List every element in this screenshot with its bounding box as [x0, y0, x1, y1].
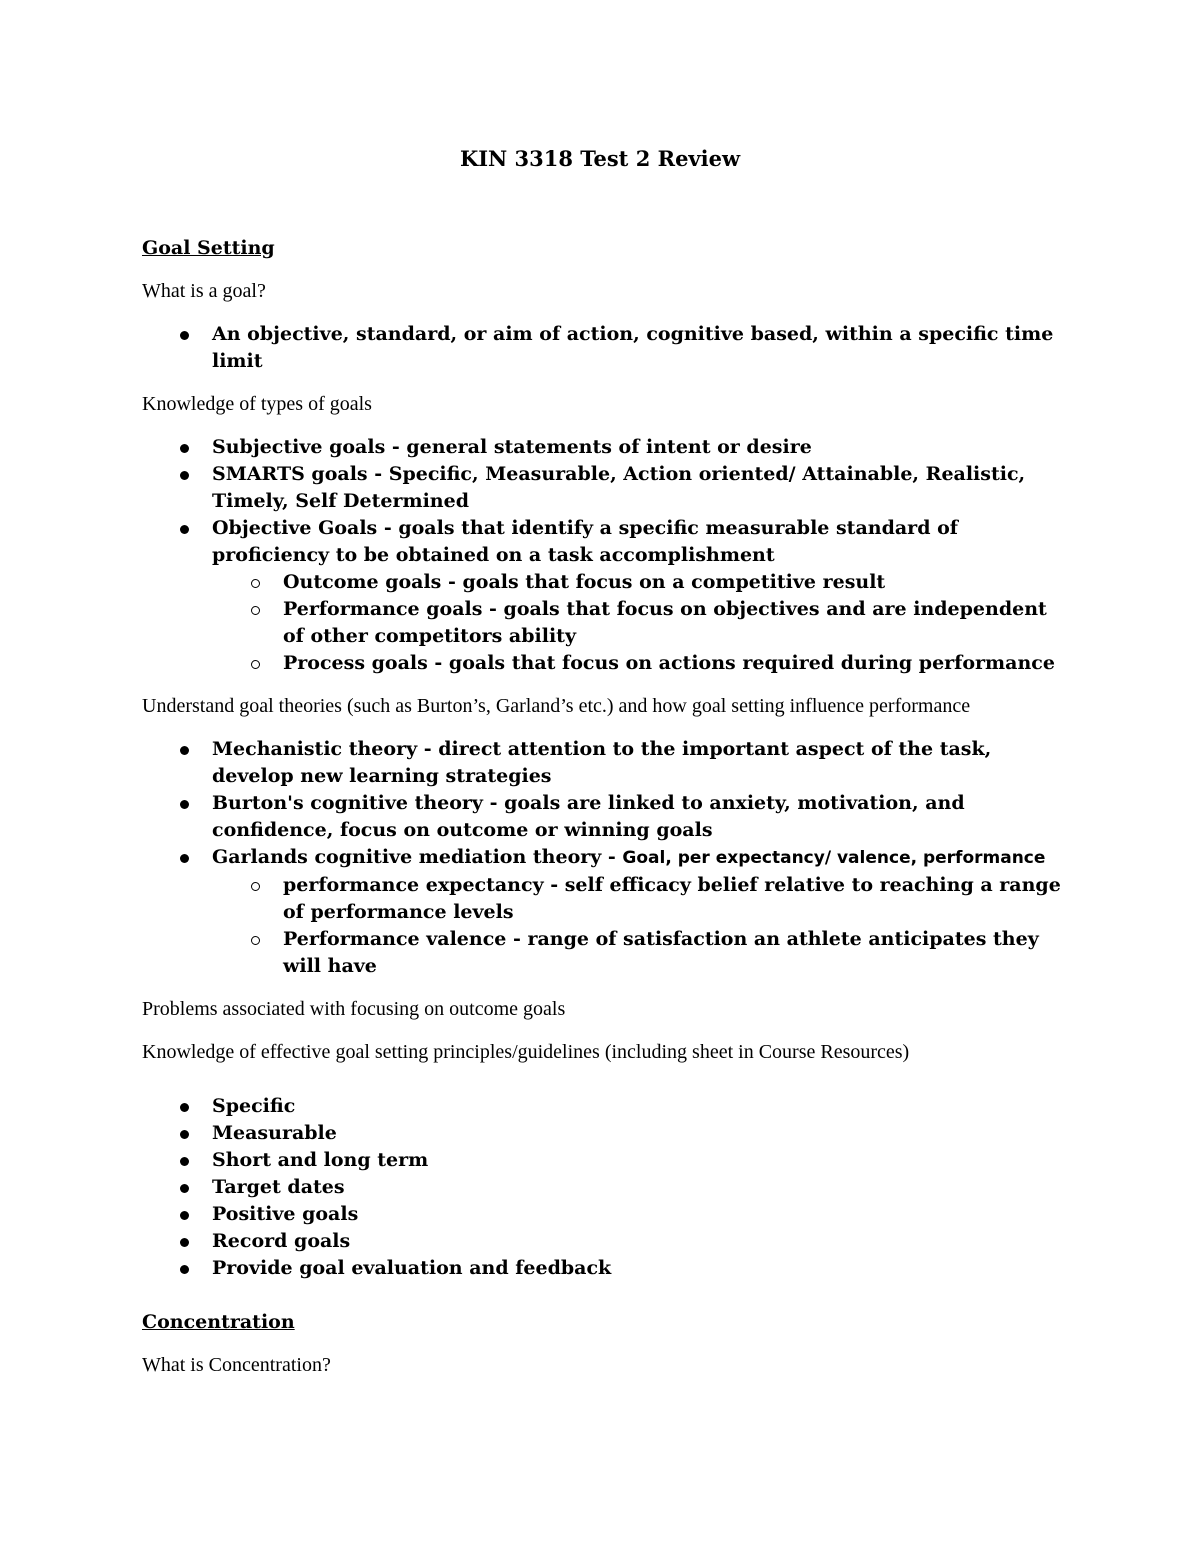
circle-bullet-icon — [251, 936, 260, 945]
bullet-icon — [180, 746, 189, 755]
list-item: Specific — [142, 1093, 1062, 1120]
bullet-icon — [180, 1184, 189, 1193]
list-item: An objective, standard, or aim of action, cognitive based, within a specific time limit — [142, 321, 1062, 375]
goal-types-list — [142, 434, 1062, 677]
sub-list-item: Process goals - goals that focus on actions required during performance — [142, 650, 1062, 677]
question-goal-theories: Understand goal theories (such as Burton’s, Garland’s etc.) and how goal setting influence performance — [142, 695, 971, 717]
spacer — [142, 173, 1062, 235]
list-item: Measurable — [142, 1120, 1062, 1147]
bullet-icon — [180, 1211, 189, 1220]
sub-list-item: Performance valence - range of satisfaction an athlete anticipates they will have — [142, 926, 1062, 980]
list-item: Short and long term — [142, 1147, 1062, 1174]
bullet-icon — [180, 1157, 189, 1166]
question-principles: Knowledge of effective goal setting principles/guidelines (including sheet in Course Resources) — [142, 1041, 910, 1063]
circle-bullet-icon — [251, 882, 260, 891]
list-item: Mechanistic theory - direct attention to the important aspect of the task, develop new learning strategies — [142, 736, 1062, 790]
bullet-icon — [180, 525, 189, 534]
section-heading-goal-setting: Goal Setting — [142, 237, 275, 259]
bullet-icon — [180, 800, 189, 809]
objective-goals-sublist — [212, 569, 1062, 677]
question-types-of-goals: Knowledge of types of goals — [142, 393, 372, 415]
sub-list-item: Performance goals - goals that focus on objectives and are independent of other competitors ability — [142, 596, 1062, 650]
circle-bullet-icon — [251, 660, 260, 669]
bullet-icon — [180, 1130, 189, 1139]
question-outcome-problems: Problems associated with focusing on outcome goals — [142, 998, 566, 1020]
goal-definition-list — [142, 321, 1062, 375]
list-item — [142, 844, 1062, 980]
page-title: KIN 3318 Test 2 Review — [459, 146, 741, 171]
question-what-is-concentration: What is Concentration? — [142, 1354, 331, 1376]
sub-list-item: performance expectancy - self efficacy belief relative to reaching a range of performance levels — [142, 872, 1062, 926]
question-what-is-goal: What is a goal? — [142, 280, 266, 302]
list-item: SMARTS goals - Specific, Measurable, Action oriented/ Attainable, Realistic, Timely, Self Determined — [142, 461, 1062, 515]
garland-sublist — [212, 872, 1062, 980]
document-body — [142, 145, 1062, 1379]
sub-list-item: Outcome goals - goals that focus on a competitive result — [142, 569, 1062, 596]
bullet-icon — [180, 854, 189, 863]
list-item: Target dates — [142, 1174, 1062, 1201]
list-item: Record goals — [142, 1228, 1062, 1255]
list-item: Subjective goals - general statements of intent or desire — [142, 434, 1062, 461]
section-heading-concentration: Concentration — [142, 1311, 295, 1333]
list-item: Provide goal evaluation and feedback — [142, 1255, 1062, 1282]
list-item: Positive goals — [142, 1201, 1062, 1228]
list-item: Objective Goals - goals that identify a specific measurable standard of proficiency to be obtained on a task accomplishment Outcome goals - goals that focus on a competitive result Performance goals - goals that focus on objectives and are independent of other competitors ability Process goals - goals that focus on actions required during performance — [142, 515, 1062, 677]
bullet-icon — [180, 1103, 189, 1112]
goal-theories-list — [142, 736, 1062, 980]
circle-bullet-icon — [251, 579, 260, 588]
bullet-icon — [180, 331, 189, 340]
bullet-icon — [180, 471, 189, 480]
bullet-icon — [180, 1238, 189, 1247]
bullet-icon — [180, 444, 189, 453]
garland-theory-components: Goal, per expectancy/ valence, performance — [622, 848, 1046, 868]
list-item: Burton's cognitive theory - goals are linked to anxiety, motivation, and confidence, focus on outcome or winning goals — [142, 790, 1062, 844]
garland-theory-label: Garlands cognitive mediation theory - — [212, 846, 623, 868]
circle-bullet-icon — [251, 606, 260, 615]
bullet-icon — [180, 1265, 189, 1274]
principles-list — [142, 1093, 1062, 1282]
